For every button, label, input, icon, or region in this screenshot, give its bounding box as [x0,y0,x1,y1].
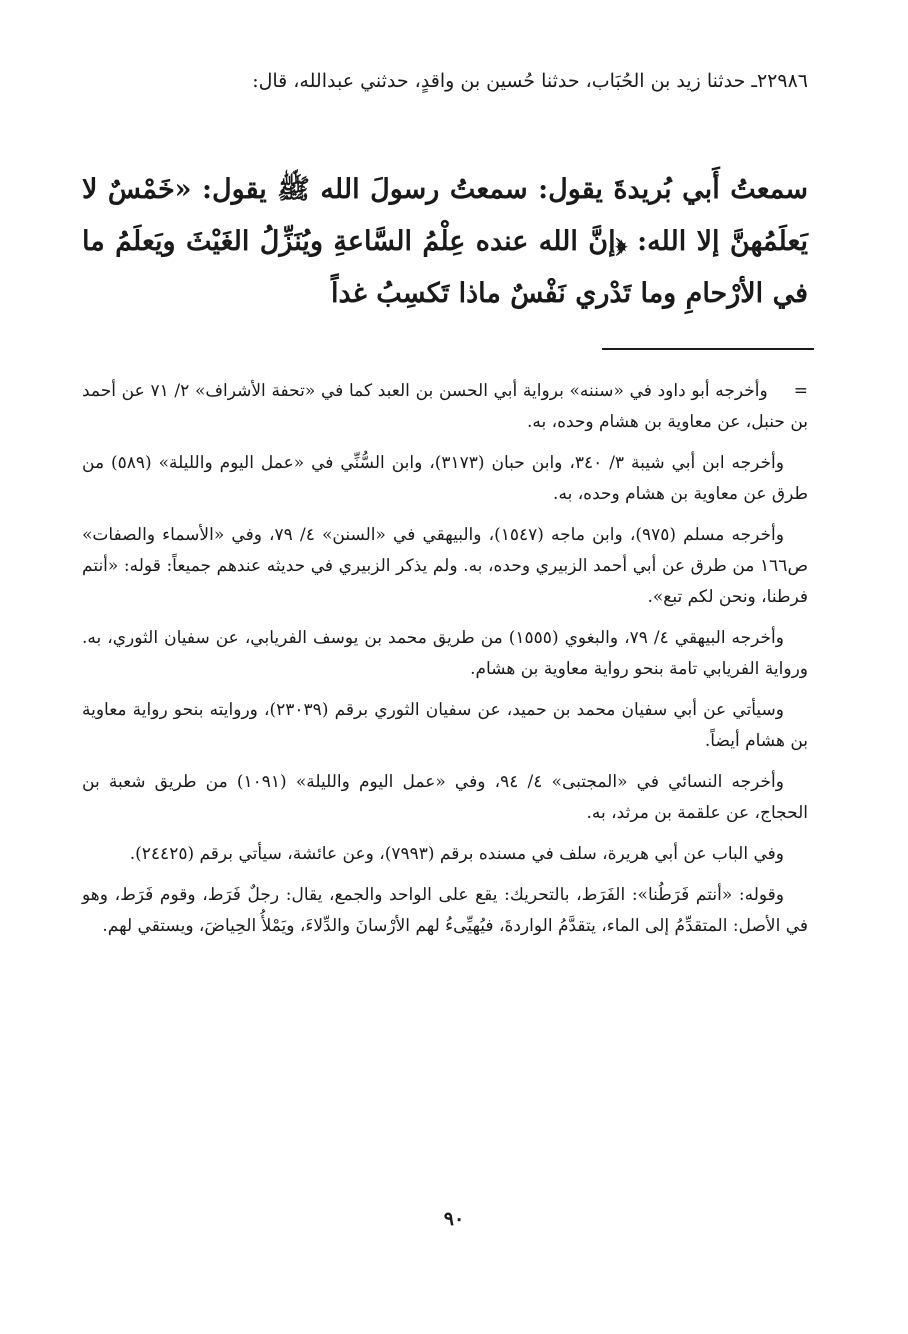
footnote-separator [602,348,814,350]
footnote-paragraph: وأخرجه مسلم (٩٧٥)، وابن ماجه (١٥٤٧)، والبيهقي في «السنن» ٤/ ٧٩، وفي «الأسماء والصفات» ص١٦٦ من طرق عن أبي أحمد الزبيري وحده، به. ولم يذكر الزبيري في حديثه عندهم جميعاً: قوله: «أنتم فرطنا، ونحن لكم تبع». [82,525,808,607]
hadith-matn: سمعتُ أَبي بُريدةَ يقول: سمعتُ رسولَ الله ﷺ يقول: «خَمْسٌ لا يَعلَمُهنَّ إلا الله: ﴿إنَّ الله عنده عِلْمُ السَّاعةِ ويُنَزِّلُ الغَيْثَ ويَعلَمُ ما في الأرْحامِ وما تَدْري نَفْسٌ ماذا تَكسِبُ غداً [82,174,808,309]
footnote-paragraph: وأخرجه النسائي في «المجتبى» ٤/ ٩٤، وفي «عمل اليوم والليلة» (١٠٩١) من طريق شعبة بن الحجاج، عن علقمة بن مرثد، به. [82,772,808,823]
footnote-paragraph: وأخرجه البيهقي ٤/ ٧٩، والبغوي (١٥٥٥) من طريق محمد بن يوسف الفريابي، عن سفيان الثوري، به. ورواية الفريابي تامة بنحو رواية معاوية بن هشام. [82,628,808,679]
footnote-paragraph: وفي الباب عن أبي هريرة، سلف في مسنده برقم (٧٩٩٣)، وعن عائشة، سيأتي برقم (٢٤٤٢٥). [129,844,784,864]
footnote-paragraph: وسيأتي عن أبي سفيان محمد بن حميد، عن سفيان الثوري برقم (٢٣٠٣٩)، وروايته بنحو رواية معاوية بن هشام أيضاً. [82,700,808,751]
footnote-paragraph [82,376,808,438]
footnotes [82,376,808,952]
footnote-continuation-mark: = [793,381,808,401]
footnote-paragraph: وأخرجه ابن أبي شيبة ٣/ ٣٤٠، وابن حبان (٣١٧٣)، وابن السُّنِّي في «عمل اليوم والليلة» (٥٨٩) من طرق عن معاوية بن هشام وحده، به. [82,453,808,504]
footnote-paragraph: وقوله: «أنتم فَرَطُنا»: الفَرَط، بالتحريك: يقع على الواحد والجمع، يقال: رجلٌ فَرَط، وقوم فَرَط، وهو في الأصل: المتقدِّمُ إلى الماء، يتقدَّمُ الواردةَ، فيُهيِّىءُ لهم الأرْسانَ والدِّلاءَ، ويَمْلأُ الحِياضَ، ويستقي لهم. [82,885,808,936]
page-number: ٩٠ [443,1208,465,1230]
hadith-isnad: ٢٢٩٨٦ـ حدثنا زيد بن الحُبَاب، حدثنا حُسين بن واقدٍ، حدثني عبدالله، قال: [252,70,808,92]
footnote-text: وأخرجه أبو داود في «سننه» برواية أبي الحسن بن العبد كما في «تحفة الأشراف» ٢/ ٧١ عن أحمد بن حنبل، عن معاوية بن هشام وحده، به. [82,381,808,432]
